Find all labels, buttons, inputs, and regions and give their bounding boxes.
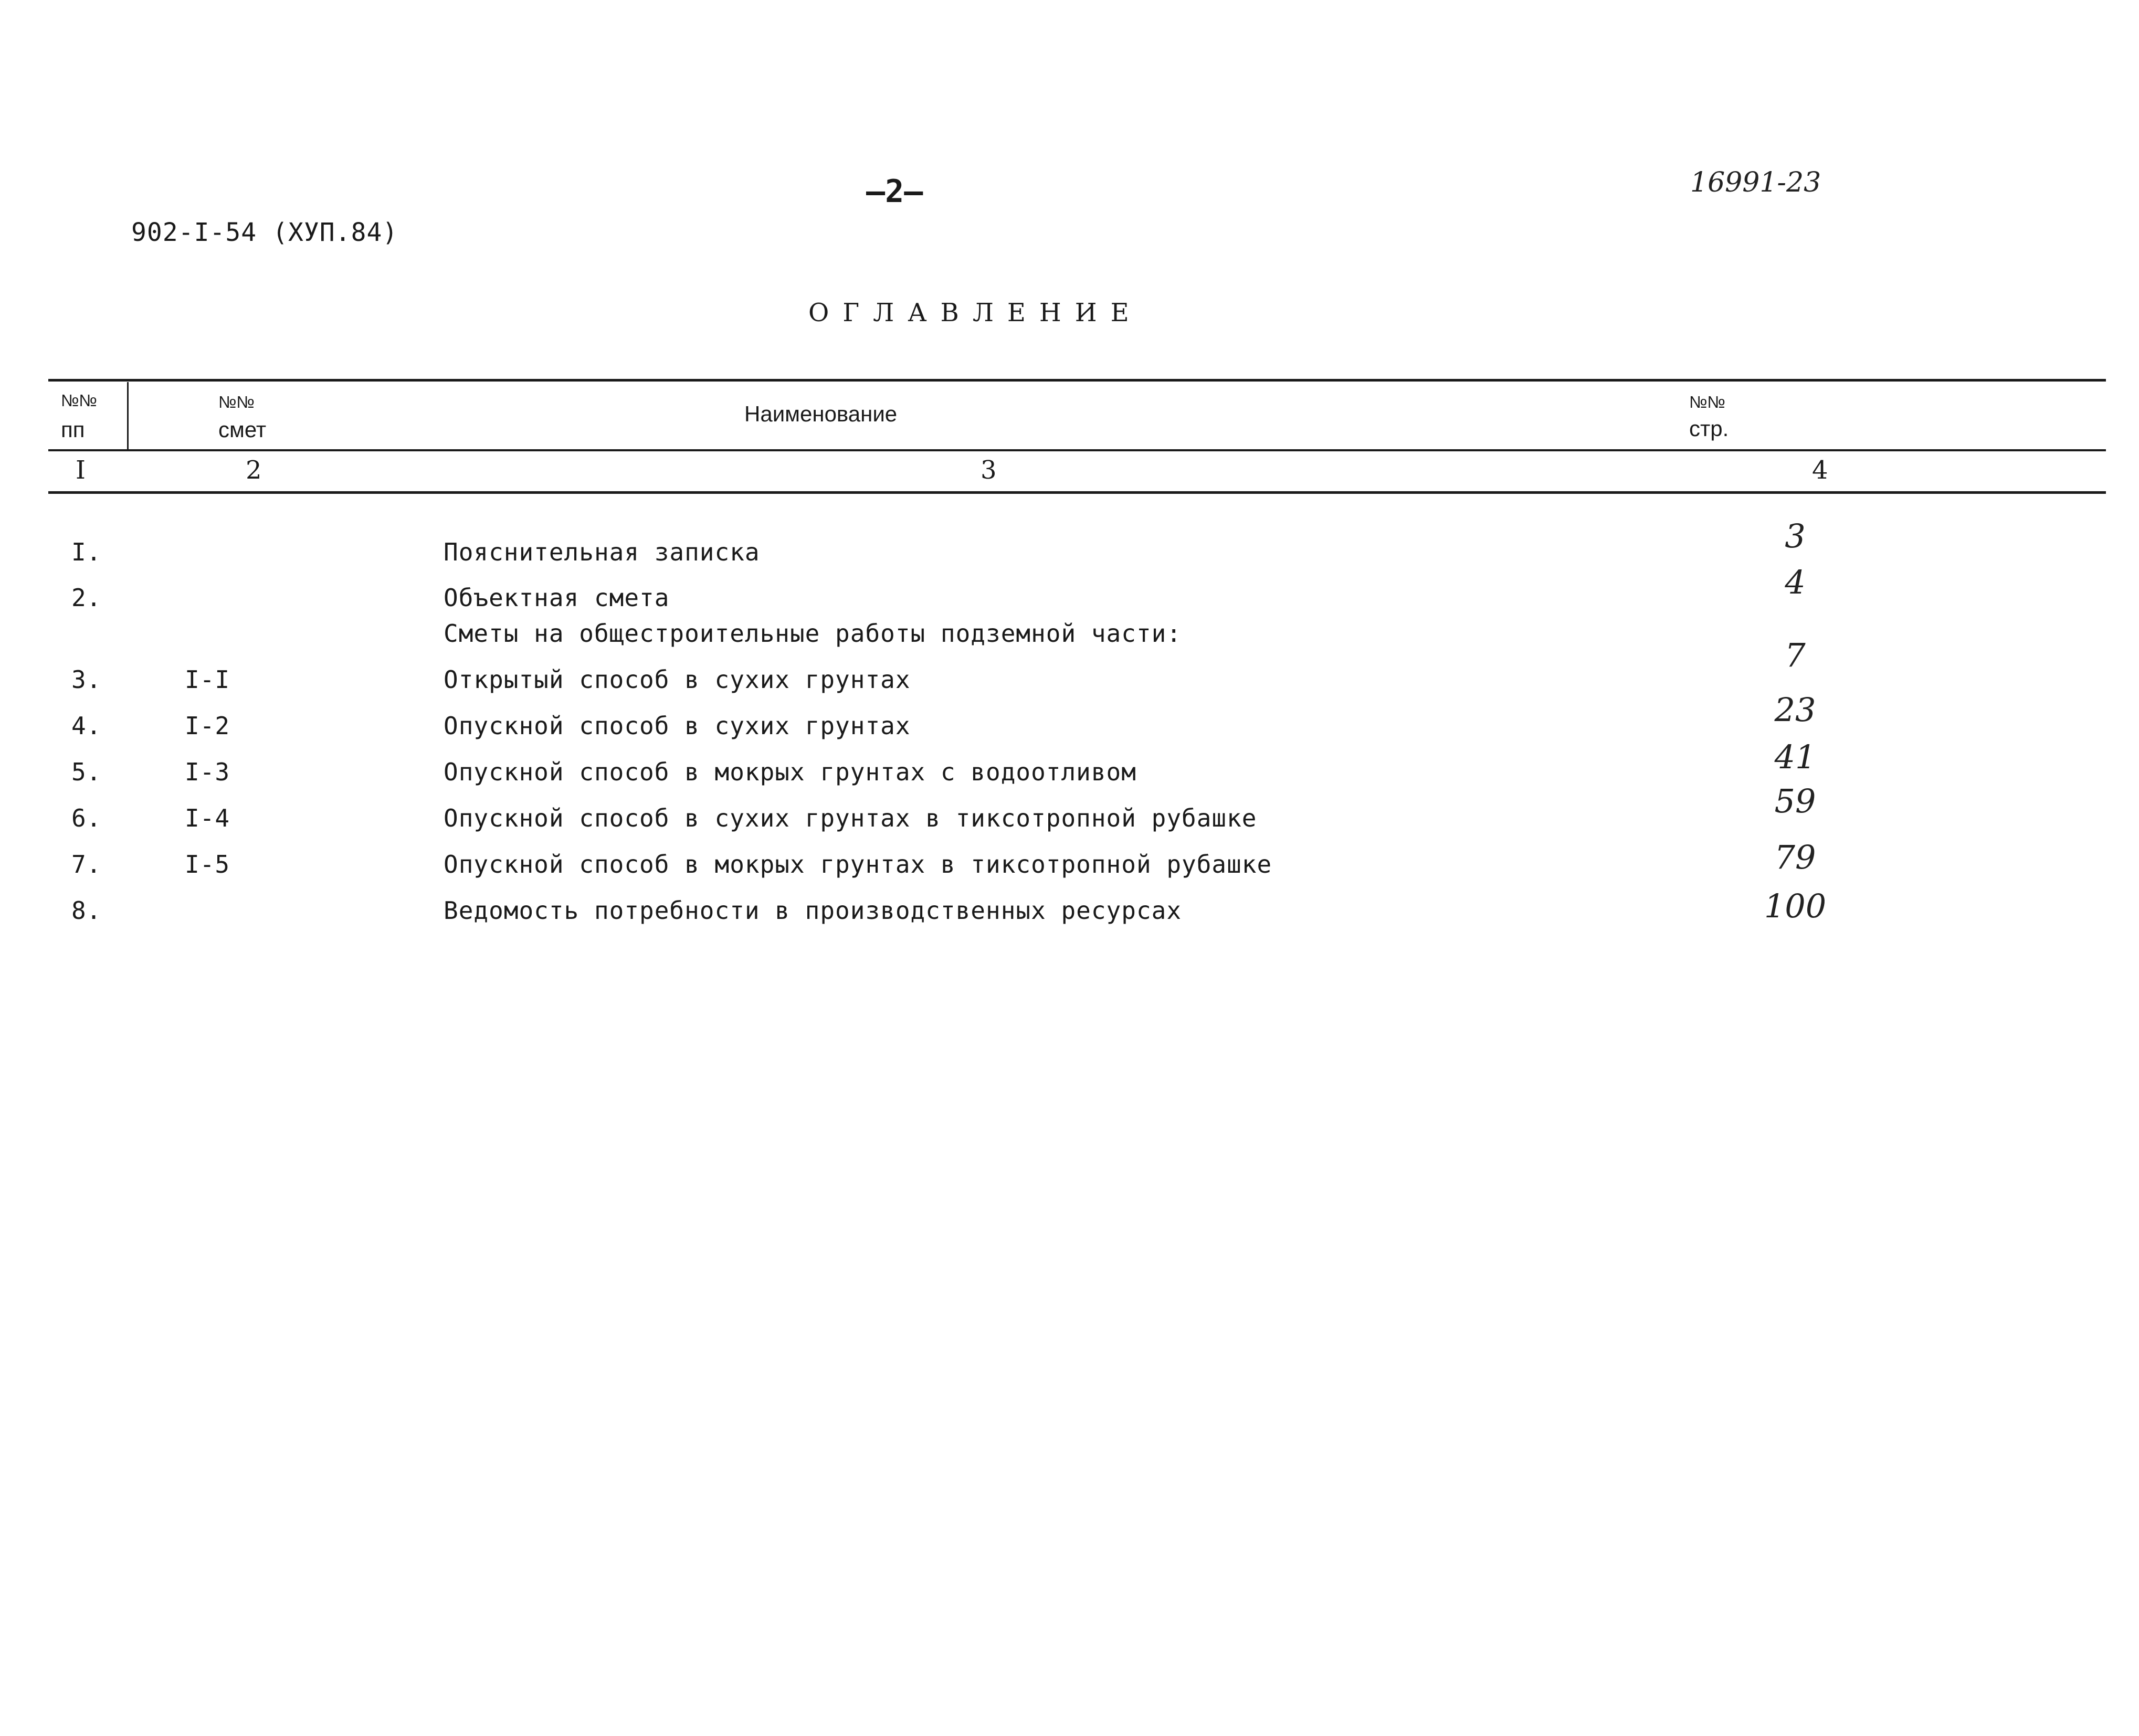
col1-header-top: №№ [61, 391, 97, 410]
row-number: 3. [71, 665, 102, 694]
column-numbers-rule [48, 491, 2106, 494]
row-page: 23 [1774, 691, 1816, 729]
row-name: Объектная смета [444, 584, 670, 612]
row-page: 3 [1785, 517, 1806, 555]
col4-header-bottom: стр. [1689, 416, 1729, 441]
row-code: I-3 [185, 758, 230, 786]
row-page: 4 [1785, 563, 1806, 601]
row-number: 7. [71, 850, 102, 878]
row-name: Опускной способ в мокрых грунтах с водоотливом [444, 758, 1136, 786]
column-number-1: I [76, 456, 86, 485]
col2-header-top: №№ [218, 393, 255, 411]
row-page: 100 [1764, 887, 1827, 925]
row-name: Опускной способ в сухих грунтах [444, 712, 911, 740]
row-code: I-2 [185, 712, 230, 740]
row-page: 41 [1774, 738, 1816, 776]
row-number: I. [71, 538, 102, 566]
row-number: 8. [71, 896, 102, 925]
row-name: Опускной способ в мокрых грунтах в тиксотропной рубашке [444, 850, 1272, 878]
row-name: Опускной способ в сухих грунтах в тиксотропной рубашке [444, 804, 1257, 832]
row-code: I-I [185, 665, 230, 694]
column-number-3: 3 [981, 456, 997, 485]
col3-header: Наименование [744, 401, 898, 426]
row-page: 59 [1774, 782, 1816, 820]
row-code: I-5 [185, 850, 230, 878]
document-code: 902-I-54 (ХУП.84) [131, 218, 398, 247]
row-name: Ведомость потребности в производственных ресурсах [444, 896, 1182, 925]
row-number: 5. [71, 758, 102, 786]
row-number: 2. [71, 584, 102, 612]
table-top-rule [48, 379, 2106, 382]
col2-header-bottom: смет [218, 417, 267, 442]
page-number: —2— [866, 173, 923, 210]
column-number-4: 4 [1812, 456, 1828, 485]
row-page: 79 [1774, 838, 1816, 876]
page-title: ОГЛАВЛЕНИЕ [808, 298, 1143, 327]
column-divider [127, 382, 129, 449]
archive-number: 16991-23 [1690, 167, 1821, 198]
row-page: 7 [1785, 636, 1806, 674]
section-subtitle: Сметы на общестроительные работы подземной части: [444, 619, 1182, 648]
row-code: I-4 [185, 804, 230, 832]
row-number: 6. [71, 804, 102, 832]
row-name: Пояснительная записка [444, 538, 760, 566]
column-number-2: 2 [246, 456, 262, 485]
header-bottom-rule [48, 449, 2106, 451]
row-name: Открытый способ в сухих грунтах [444, 665, 911, 694]
row-number: 4. [71, 712, 102, 740]
col4-header-top: №№ [1689, 393, 1725, 411]
col1-header-bottom: пп [61, 417, 85, 442]
